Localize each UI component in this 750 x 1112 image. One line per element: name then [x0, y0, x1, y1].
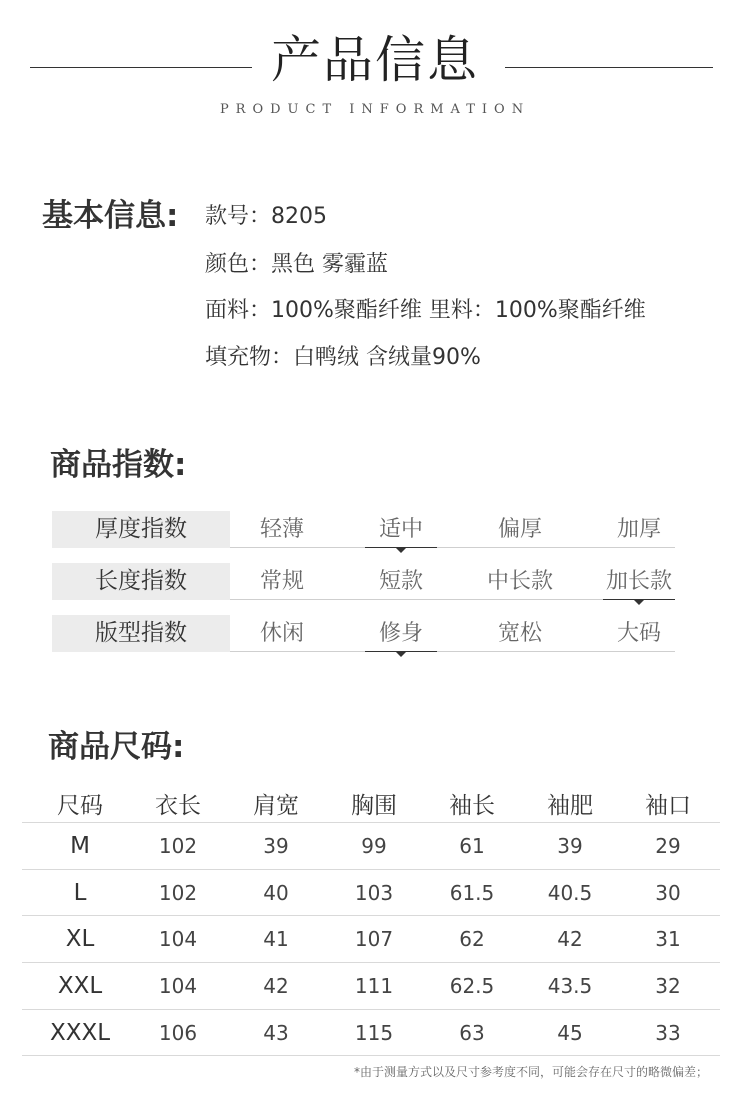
size-value-cell: 41 [263, 927, 289, 951]
size-table-header [22, 790, 720, 822]
index-option: 偏厚 [497, 517, 542, 542]
size-label-cell: XXXL [49, 1020, 111, 1046]
size-value-cell: 103 [354, 881, 394, 905]
page-subtitle: PRODUCT INFORMATION [219, 102, 531, 117]
size-value-cell: 42 [263, 974, 289, 998]
table-row [22, 1010, 720, 1056]
size-value-cell: 42 [557, 927, 583, 951]
basic-info-title: 基本信息: [42, 198, 179, 234]
size-header-cell: 衣长 [155, 793, 201, 819]
table-row [22, 870, 720, 916]
index-row [52, 615, 675, 652]
size-value-cell: 45 [557, 1021, 583, 1045]
index-option: 宽松 [497, 621, 542, 646]
size-value-cell: 104 [158, 927, 198, 951]
size-value-cell: 32 [655, 974, 681, 998]
size-value-cell: 62.5 [449, 974, 495, 998]
selected-marker-icon [396, 548, 406, 553]
index-option: 休闲 [259, 621, 304, 646]
size-value-cell: 63 [459, 1021, 485, 1045]
size-value-cell: 61.5 [449, 881, 495, 905]
size-value-cell: 62 [459, 927, 485, 951]
index-title: 商品指数: [50, 447, 187, 483]
table-row [22, 963, 720, 1009]
index-row-label: 版型指数 [52, 615, 230, 652]
size-value-cell: 61 [459, 834, 485, 858]
size-value-cell: 43.5 [547, 974, 593, 998]
index-option: 加长款 [605, 569, 672, 594]
size-value-cell: 99 [361, 834, 387, 858]
index-option: 适中 [378, 517, 423, 542]
size-label-cell: M [70, 833, 90, 859]
table-row [22, 823, 720, 869]
size-label-cell: XL [65, 926, 95, 952]
index-option: 修身 [378, 621, 423, 646]
size-header-cell: 胸围 [351, 793, 397, 819]
size-label-cell: XXL [57, 973, 103, 999]
index-option: 常规 [259, 569, 304, 594]
size-value-cell: 106 [158, 1021, 198, 1045]
info-style-number: 款号：8205 [205, 204, 327, 229]
size-header-cell: 袖口 [645, 793, 691, 819]
index-row-label: 长度指数 [52, 563, 230, 600]
size-value-cell: 43 [263, 1021, 289, 1045]
size-value-cell: 115 [354, 1021, 394, 1045]
size-value-cell: 39 [557, 834, 583, 858]
size-value-cell: 31 [655, 927, 681, 951]
size-value-cell: 104 [158, 974, 198, 998]
info-color: 颜色：黑色 雾霾蓝 [205, 252, 388, 277]
size-value-cell: 39 [263, 834, 289, 858]
index-option: 轻薄 [259, 517, 304, 542]
size-value-cell: 102 [158, 881, 198, 905]
size-value-cell: 30 [655, 881, 681, 905]
index-option: 短款 [378, 569, 423, 594]
size-header-cell: 肩宽 [253, 793, 299, 819]
size-header-cell: 尺码 [57, 793, 103, 819]
selected-marker-icon [634, 600, 644, 605]
index-option: 中长款 [486, 569, 553, 594]
size-value-cell: 33 [655, 1021, 681, 1045]
index-row [52, 563, 675, 600]
size-value-cell: 102 [158, 834, 198, 858]
size-value-cell: 111 [354, 974, 394, 998]
size-header-cell: 袖长 [449, 793, 495, 819]
selected-marker-icon [396, 652, 406, 657]
index-row [52, 511, 675, 548]
page-title: 产品信息 [271, 31, 479, 89]
size-label-cell: L [73, 880, 87, 906]
index-row-label: 厚度指数 [52, 511, 230, 548]
size-value-cell: 107 [354, 927, 394, 951]
size-value-cell: 29 [655, 834, 681, 858]
size-footnote: *由于测量方式以及尺寸参考度不同，可能会存在尺寸的略微偏差； [353, 1065, 708, 1079]
size-header-cell: 袖肥 [547, 793, 593, 819]
index-option: 大码 [616, 621, 661, 646]
info-fabric: 面料：100%聚酯纤维 里料：100%聚酯纤维 [205, 298, 646, 323]
size-title: 商品尺码: [48, 729, 185, 765]
table-row [22, 916, 720, 962]
size-value-cell: 40 [263, 881, 289, 905]
size-value-cell: 40.5 [547, 881, 593, 905]
info-filling: 填充物：白鸭绒 含绒量90% [205, 345, 481, 370]
index-option: 加厚 [616, 517, 661, 542]
